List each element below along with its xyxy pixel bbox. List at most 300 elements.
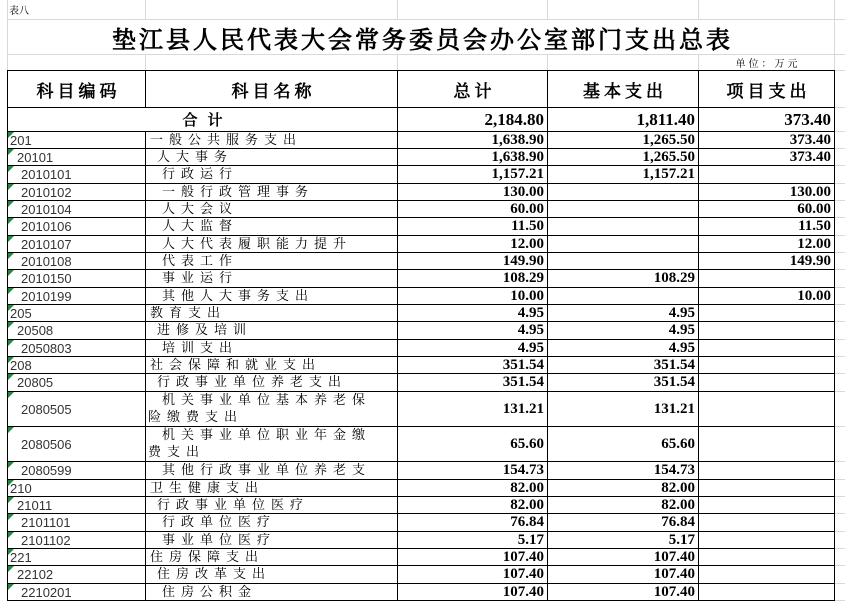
empty-cell[interactable] bbox=[398, 0, 548, 20]
basic-text: 1,157.21 bbox=[642, 166, 695, 182]
table-row bbox=[7, 497, 845, 514]
basic-cell[interactable] bbox=[548, 236, 699, 253]
basic-text: 107.40 bbox=[653, 584, 695, 600]
empty-cell[interactable] bbox=[835, 20, 845, 55]
total-text: 107.40 bbox=[502, 566, 544, 582]
total-cell[interactable] bbox=[398, 201, 548, 218]
name-cell[interactable] bbox=[146, 480, 398, 497]
unit-row bbox=[7, 55, 845, 70]
name-cell[interactable] bbox=[146, 132, 398, 149]
table-row bbox=[7, 549, 845, 566]
basic-text: 65.60 bbox=[661, 435, 695, 452]
name-cell[interactable] bbox=[146, 462, 398, 480]
table-row bbox=[7, 305, 845, 322]
table-row bbox=[7, 357, 845, 374]
sheet-label[interactable]: 表八 bbox=[7, 0, 146, 20]
total-cell[interactable] bbox=[398, 462, 548, 480]
code-text: 2010107 bbox=[21, 236, 72, 252]
total-cell[interactable] bbox=[398, 532, 548, 549]
total-cell[interactable] bbox=[398, 514, 548, 532]
green-triangle-icon bbox=[8, 288, 14, 294]
project-cell[interactable] bbox=[699, 236, 835, 253]
code-text: 2010199 bbox=[21, 288, 72, 304]
code-text: 21011 bbox=[17, 497, 53, 513]
basic-cell[interactable] bbox=[548, 480, 699, 497]
code-cell[interactable] bbox=[7, 236, 146, 253]
name-text: 人大代表履职能力提升 bbox=[162, 236, 353, 252]
empty-cell[interactable] bbox=[835, 532, 845, 549]
name-cell[interactable] bbox=[146, 305, 398, 322]
code-cell[interactable] bbox=[7, 566, 146, 584]
total-cell[interactable] bbox=[398, 357, 548, 374]
project-cell[interactable] bbox=[699, 357, 835, 374]
total-text: 130.00 bbox=[502, 184, 544, 200]
total-text: 82.00 bbox=[510, 497, 544, 513]
project-cell[interactable] bbox=[699, 184, 835, 201]
project-cell[interactable] bbox=[699, 132, 835, 149]
name-cell[interactable] bbox=[146, 218, 398, 236]
empty-cell[interactable] bbox=[835, 149, 845, 166]
code-cell[interactable] bbox=[7, 497, 146, 514]
empty-cell[interactable] bbox=[835, 514, 845, 532]
empty-cell[interactable] bbox=[835, 236, 845, 253]
total-cell[interactable] bbox=[398, 374, 548, 392]
green-triangle-icon bbox=[8, 427, 14, 433]
name-text: 教育支出 bbox=[150, 305, 227, 321]
table-row bbox=[7, 149, 845, 166]
basic-text: 131.21 bbox=[653, 400, 695, 417]
total-cell[interactable] bbox=[398, 288, 548, 305]
empty-cell[interactable] bbox=[548, 55, 699, 70]
table-row bbox=[7, 270, 845, 288]
name-text: 社会保障和就业支出 bbox=[150, 357, 322, 373]
table-row bbox=[7, 566, 845, 584]
name-text: 人大事务 bbox=[157, 149, 234, 165]
total-cell[interactable] bbox=[398, 322, 548, 340]
table-row bbox=[7, 201, 845, 218]
empty-cell[interactable] bbox=[835, 462, 845, 480]
code-cell[interactable] bbox=[7, 253, 146, 270]
total-text: 11.50 bbox=[511, 218, 544, 234]
total-text: 65.60 bbox=[510, 435, 544, 452]
summary-project[interactable]: 373.40 bbox=[699, 108, 835, 132]
code-text: 20508 bbox=[17, 323, 54, 338]
green-triangle-icon bbox=[8, 149, 14, 155]
empty-cell[interactable] bbox=[835, 70, 845, 108]
name-text: 事业运行 bbox=[162, 271, 239, 286]
code-cell[interactable] bbox=[7, 132, 146, 149]
total-text: 4.95 bbox=[517, 305, 544, 321]
total-cell[interactable] bbox=[398, 132, 548, 149]
project-text: 11.50 bbox=[798, 218, 831, 234]
sheet-label-row bbox=[7, 0, 845, 20]
total-text: 60.00 bbox=[510, 201, 544, 217]
total-cell[interactable] bbox=[398, 584, 548, 601]
title-row bbox=[7, 20, 845, 55]
project-cell[interactable] bbox=[699, 149, 835, 166]
code-text: 210 bbox=[10, 480, 32, 496]
basic-cell[interactable] bbox=[548, 532, 699, 549]
total-text: 82.00 bbox=[510, 480, 544, 496]
project-cell[interactable] bbox=[699, 374, 835, 392]
total-text: 12.00 bbox=[510, 236, 544, 252]
name-cell[interactable] bbox=[146, 253, 398, 270]
code-cell[interactable] bbox=[7, 462, 146, 480]
basic-cell[interactable] bbox=[548, 462, 699, 480]
name-cell[interactable] bbox=[146, 184, 398, 201]
name-cell[interactable] bbox=[146, 166, 398, 184]
empty-cell[interactable] bbox=[146, 0, 398, 20]
empty-cell[interactable] bbox=[835, 305, 845, 322]
total-text: 5.17 bbox=[517, 532, 544, 548]
green-triangle-icon bbox=[8, 584, 14, 590]
project-text: 373.40 bbox=[789, 132, 831, 148]
project-cell[interactable] bbox=[699, 218, 835, 236]
name-text: 卫生健康支出 bbox=[150, 480, 265, 496]
code-cell[interactable] bbox=[7, 184, 146, 201]
total-text: 108.29 bbox=[502, 270, 544, 286]
empty-cell[interactable] bbox=[835, 201, 845, 218]
name-text: 住房公积金 bbox=[162, 584, 258, 600]
name-text: 一般公共服务支出 bbox=[150, 132, 303, 148]
empty-cell[interactable] bbox=[835, 549, 845, 566]
header-name[interactable]: 科目名称 bbox=[146, 70, 398, 108]
name-cell[interactable] bbox=[146, 427, 398, 462]
empty-cell[interactable] bbox=[7, 55, 146, 70]
empty-cell[interactable] bbox=[835, 108, 845, 132]
basic-text: 5.17 bbox=[668, 532, 695, 548]
code-cell[interactable] bbox=[7, 392, 146, 427]
empty-cell[interactable] bbox=[835, 566, 845, 584]
total-text: 154.73 bbox=[502, 462, 544, 478]
basic-text: 351.54 bbox=[653, 357, 695, 373]
basic-cell[interactable] bbox=[548, 340, 699, 357]
basic-text: 4.95 bbox=[668, 322, 695, 338]
total-text: 76.84 bbox=[510, 514, 544, 530]
code-cell[interactable] bbox=[7, 166, 146, 184]
code-text: 2010106 bbox=[21, 219, 72, 234]
empty-cell[interactable] bbox=[835, 253, 845, 270]
basic-text: 82.00 bbox=[661, 480, 695, 496]
project-cell[interactable] bbox=[699, 462, 835, 480]
green-triangle-icon bbox=[8, 514, 14, 520]
empty-cell[interactable] bbox=[548, 0, 699, 20]
code-cell[interactable] bbox=[7, 340, 146, 357]
total-cell[interactable] bbox=[398, 253, 548, 270]
code-cell[interactable] bbox=[7, 427, 146, 462]
code-text: 20805 bbox=[17, 375, 54, 390]
basic-cell[interactable] bbox=[548, 270, 699, 288]
empty-cell[interactable] bbox=[835, 288, 845, 305]
basic-text: 1,265.50 bbox=[642, 149, 695, 165]
table-row bbox=[7, 322, 845, 340]
name-cell[interactable] bbox=[146, 392, 398, 427]
table-row bbox=[7, 462, 845, 480]
basic-text: 107.40 bbox=[653, 549, 695, 565]
table-row bbox=[7, 184, 845, 201]
total-text: 1,157.21 bbox=[491, 166, 544, 182]
code-text: 2210201 bbox=[21, 584, 72, 600]
summary-row bbox=[7, 108, 845, 132]
basic-text: 4.95 bbox=[668, 305, 695, 321]
header-total[interactable]: 总计 bbox=[398, 70, 548, 108]
basic-cell[interactable] bbox=[548, 357, 699, 374]
total-cell[interactable] bbox=[398, 184, 548, 201]
green-triangle-icon bbox=[8, 166, 14, 172]
project-cell[interactable] bbox=[699, 340, 835, 357]
code-text: 2010104 bbox=[21, 201, 72, 217]
name-cell[interactable] bbox=[146, 532, 398, 549]
name-cell[interactable] bbox=[146, 374, 398, 392]
header-project[interactable]: 项目支出 bbox=[699, 70, 835, 108]
project-cell[interactable] bbox=[699, 584, 835, 601]
empty-cell[interactable] bbox=[835, 480, 845, 497]
empty-cell[interactable] bbox=[835, 184, 845, 201]
project-cell[interactable] bbox=[699, 566, 835, 584]
name-cell[interactable] bbox=[146, 357, 398, 374]
code-text: 221 bbox=[10, 549, 32, 565]
green-triangle-icon bbox=[8, 392, 14, 398]
total-cell[interactable] bbox=[398, 427, 548, 462]
basic-cell[interactable] bbox=[548, 305, 699, 322]
project-cell[interactable] bbox=[699, 480, 835, 497]
basic-text: 76.84 bbox=[661, 514, 695, 530]
basic-cell[interactable] bbox=[548, 374, 699, 392]
total-cell[interactable] bbox=[398, 566, 548, 584]
empty-cell[interactable] bbox=[835, 357, 845, 374]
table-row bbox=[7, 514, 845, 532]
empty-cell[interactable] bbox=[835, 0, 845, 20]
total-text: 351.54 bbox=[502, 357, 544, 373]
project-cell[interactable] bbox=[699, 427, 835, 462]
code-text: 2050803 bbox=[21, 340, 72, 356]
name-cell[interactable] bbox=[146, 270, 398, 288]
name-text: 事业单位医疗 bbox=[162, 532, 277, 548]
total-text: 351.54 bbox=[502, 374, 544, 390]
table-row bbox=[7, 166, 845, 184]
empty-cell[interactable] bbox=[398, 55, 548, 70]
empty-cell[interactable] bbox=[835, 218, 845, 236]
name-cell[interactable] bbox=[146, 340, 398, 357]
project-cell[interactable] bbox=[699, 549, 835, 566]
basic-cell[interactable] bbox=[548, 149, 699, 166]
code-cell[interactable] bbox=[7, 218, 146, 236]
project-text: 60.00 bbox=[797, 201, 831, 217]
code-cell[interactable] bbox=[7, 374, 146, 392]
green-triangle-icon bbox=[8, 549, 14, 555]
project-cell[interactable] bbox=[699, 166, 835, 184]
page-title[interactable]: 垫江县人民代表大会常务委员会办公室部门支出总表 bbox=[7, 20, 835, 55]
basic-cell[interactable] bbox=[548, 427, 699, 462]
empty-cell[interactable] bbox=[835, 374, 845, 392]
project-cell[interactable] bbox=[699, 201, 835, 218]
code-text: 20101 bbox=[17, 149, 54, 165]
code-cell[interactable] bbox=[7, 149, 146, 166]
project-cell[interactable] bbox=[699, 322, 835, 340]
basic-cell[interactable] bbox=[548, 166, 699, 184]
empty-cell[interactable] bbox=[146, 55, 398, 70]
name-cell[interactable] bbox=[146, 584, 398, 601]
table-row bbox=[7, 253, 845, 270]
code-text: 2080505 bbox=[21, 401, 72, 417]
project-cell[interactable] bbox=[699, 270, 835, 288]
total-cell[interactable] bbox=[398, 166, 548, 184]
code-cell[interactable] bbox=[7, 270, 146, 288]
basic-cell[interactable] bbox=[548, 584, 699, 601]
total-text: 1,638.90 bbox=[491, 132, 544, 148]
header-row bbox=[7, 70, 845, 108]
name-text: 住房改革支出 bbox=[157, 567, 272, 582]
code-text: 205 bbox=[10, 305, 32, 321]
project-cell[interactable] bbox=[699, 253, 835, 270]
green-triangle-icon bbox=[8, 253, 14, 259]
green-triangle-icon bbox=[8, 480, 14, 486]
unit-label[interactable]: 单位：万元 bbox=[699, 55, 835, 70]
code-text: 201 bbox=[10, 132, 32, 148]
spreadsheet bbox=[7, 0, 845, 601]
basic-cell[interactable] bbox=[548, 514, 699, 532]
project-cell[interactable] bbox=[699, 288, 835, 305]
project-cell[interactable] bbox=[699, 305, 835, 322]
green-triangle-icon bbox=[8, 270, 14, 276]
project-cell[interactable] bbox=[699, 532, 835, 549]
code-text: 2010102 bbox=[21, 184, 72, 200]
empty-cell[interactable] bbox=[835, 322, 845, 340]
code-text: 2010150 bbox=[21, 271, 72, 286]
project-cell[interactable] bbox=[699, 497, 835, 514]
name-text: 进修及培训 bbox=[157, 323, 253, 338]
name-cell[interactable] bbox=[146, 566, 398, 584]
header-code[interactable]: 科目编码 bbox=[7, 70, 146, 108]
code-cell[interactable] bbox=[7, 357, 146, 374]
code-cell[interactable] bbox=[7, 514, 146, 532]
name-text: 行政事业单位医疗 bbox=[157, 497, 310, 513]
total-cell[interactable] bbox=[398, 270, 548, 288]
total-text: 4.95 bbox=[517, 340, 544, 356]
basic-text: 351.54 bbox=[653, 374, 695, 390]
green-triangle-icon bbox=[8, 218, 14, 224]
basic-cell[interactable] bbox=[548, 201, 699, 218]
empty-cell[interactable] bbox=[699, 0, 835, 20]
basic-text: 154.73 bbox=[653, 462, 695, 478]
code-cell[interactable] bbox=[7, 305, 146, 322]
total-cell[interactable] bbox=[398, 497, 548, 514]
total-cell[interactable] bbox=[398, 480, 548, 497]
name-cell[interactable] bbox=[146, 497, 398, 514]
code-text: 2080506 bbox=[21, 436, 72, 452]
name-cell[interactable] bbox=[146, 201, 398, 218]
total-text: 107.40 bbox=[502, 549, 544, 565]
summary-basic[interactable]: 1,811.40 bbox=[548, 108, 699, 132]
basic-text: 1,265.50 bbox=[642, 132, 695, 148]
total-cell[interactable] bbox=[398, 236, 548, 253]
green-triangle-icon bbox=[8, 132, 14, 138]
table-row bbox=[7, 427, 845, 462]
basic-cell[interactable] bbox=[548, 566, 699, 584]
empty-cell[interactable] bbox=[835, 270, 845, 288]
empty-cell[interactable] bbox=[835, 584, 845, 601]
basic-cell[interactable] bbox=[548, 288, 699, 305]
empty-cell[interactable] bbox=[835, 166, 845, 184]
table-row bbox=[7, 288, 845, 305]
total-cell[interactable] bbox=[398, 340, 548, 357]
table-row bbox=[7, 218, 845, 236]
total-cell[interactable] bbox=[398, 549, 548, 566]
name-cell[interactable] bbox=[146, 288, 398, 305]
name-cell[interactable] bbox=[146, 514, 398, 532]
code-cell[interactable] bbox=[7, 201, 146, 218]
green-triangle-icon bbox=[8, 236, 14, 242]
table-row bbox=[7, 132, 845, 149]
empty-cell[interactable] bbox=[835, 497, 845, 514]
project-text: 12.00 bbox=[797, 236, 831, 252]
code-cell[interactable] bbox=[7, 532, 146, 549]
code-cell[interactable] bbox=[7, 322, 146, 340]
table-row bbox=[7, 340, 845, 357]
total-text: 107.40 bbox=[502, 584, 544, 600]
green-triangle-icon bbox=[8, 374, 14, 380]
total-cell[interactable] bbox=[398, 149, 548, 166]
green-triangle-icon bbox=[8, 340, 14, 346]
code-text: 2101101 bbox=[21, 515, 71, 530]
header-basic[interactable]: 基本支出 bbox=[548, 70, 699, 108]
basic-cell[interactable] bbox=[548, 392, 699, 427]
name-cell[interactable] bbox=[146, 236, 398, 253]
name-text: 一般行政管理事务 bbox=[162, 184, 315, 200]
name-cell[interactable] bbox=[146, 549, 398, 566]
basic-cell[interactable] bbox=[548, 253, 699, 270]
project-text: 130.00 bbox=[789, 184, 831, 200]
name-cell[interactable] bbox=[146, 149, 398, 166]
code-cell[interactable] bbox=[7, 288, 146, 305]
total-cell[interactable] bbox=[398, 218, 548, 236]
basic-cell[interactable] bbox=[548, 497, 699, 514]
green-triangle-icon bbox=[8, 462, 14, 468]
name-text: 机关事业单位职业年金缴费支出 bbox=[148, 428, 372, 460]
empty-cell[interactable] bbox=[835, 427, 845, 462]
project-cell[interactable] bbox=[699, 514, 835, 532]
name-text: 人大监督 bbox=[162, 219, 239, 234]
empty-cell[interactable] bbox=[835, 392, 845, 427]
empty-cell[interactable] bbox=[835, 132, 845, 149]
basic-cell[interactable] bbox=[548, 132, 699, 149]
code-cell[interactable] bbox=[7, 549, 146, 566]
green-triangle-icon bbox=[8, 201, 14, 207]
basic-text: 4.95 bbox=[668, 340, 695, 356]
code-text: 2101102 bbox=[21, 532, 71, 548]
summary-total[interactable]: 2,184.80 bbox=[398, 108, 548, 132]
summary-label[interactable]: 合计 bbox=[7, 108, 398, 132]
code-cell[interactable] bbox=[7, 480, 146, 497]
code-cell[interactable] bbox=[7, 584, 146, 601]
project-text: 149.90 bbox=[789, 253, 831, 269]
basic-cell[interactable] bbox=[548, 549, 699, 566]
total-cell[interactable] bbox=[398, 305, 548, 322]
name-cell[interactable] bbox=[146, 322, 398, 340]
empty-cell[interactable] bbox=[835, 55, 845, 70]
green-triangle-icon bbox=[8, 357, 14, 363]
sheet-header-area bbox=[7, 0, 845, 70]
basic-cell[interactable] bbox=[548, 184, 699, 201]
basic-cell[interactable] bbox=[548, 322, 699, 340]
total-text: 149.90 bbox=[502, 253, 544, 269]
project-cell[interactable] bbox=[699, 392, 835, 427]
basic-cell[interactable] bbox=[548, 218, 699, 236]
empty-cell[interactable] bbox=[835, 340, 845, 357]
table-body bbox=[7, 132, 845, 601]
total-cell[interactable] bbox=[398, 392, 548, 427]
code-text: 2080599 bbox=[21, 463, 72, 478]
